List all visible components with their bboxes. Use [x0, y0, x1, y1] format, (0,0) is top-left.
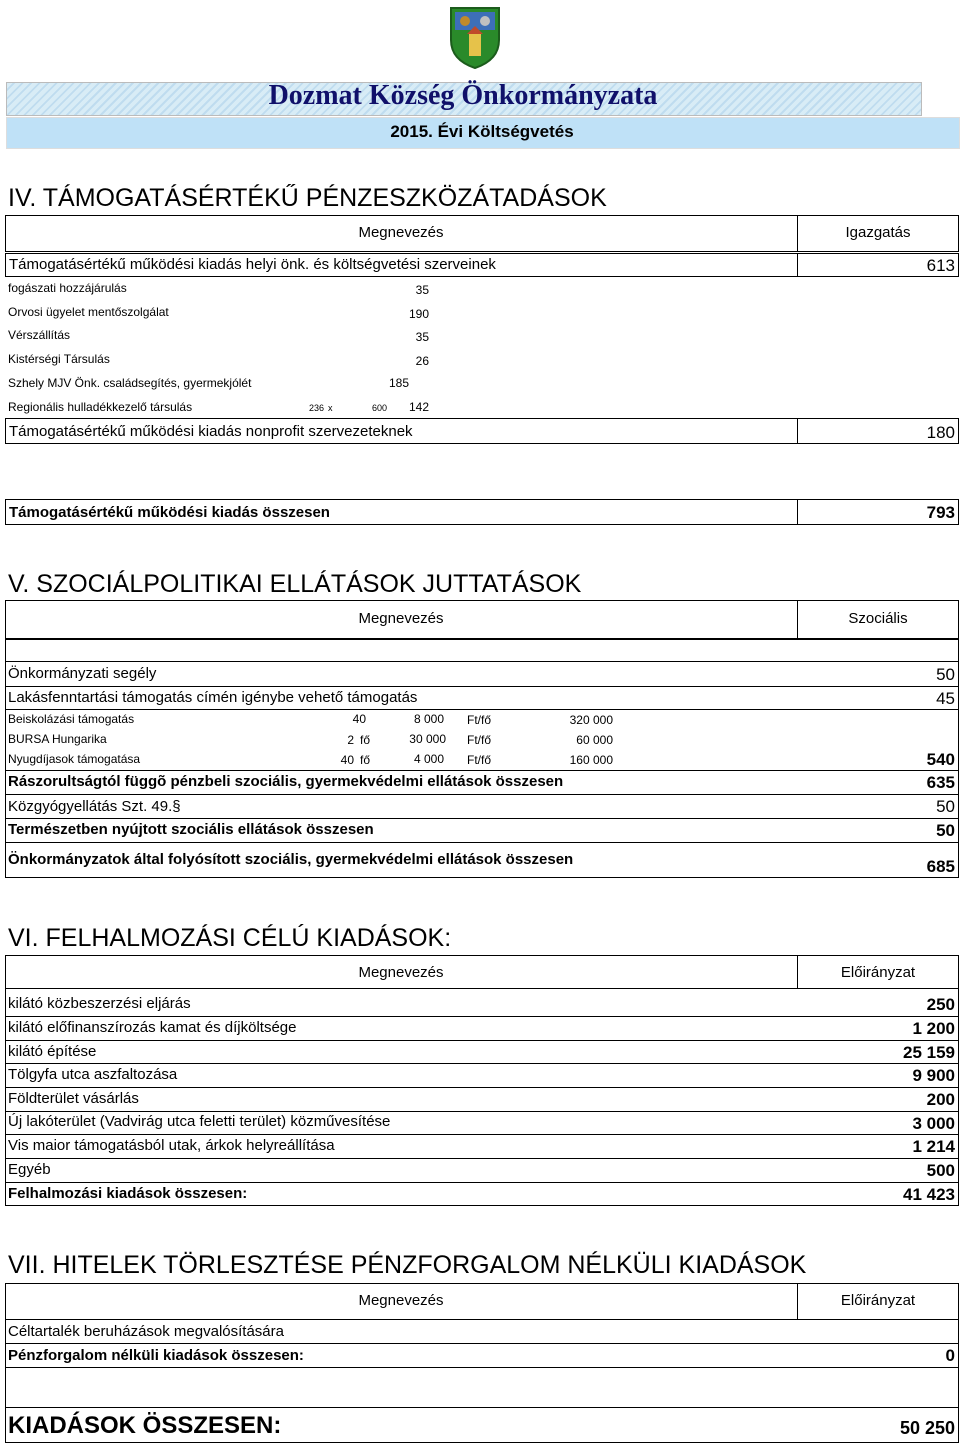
- total-value: 0: [945, 1346, 955, 1365]
- detail-per: Ft/fő: [467, 713, 492, 727]
- detail-amount: 320 000: [569, 713, 613, 727]
- list-item-value: 142: [408, 400, 429, 414]
- detail-rate: 4 000: [413, 752, 444, 766]
- col-header-name: Megnevezés: [358, 224, 444, 241]
- grand-total-value: 50 250: [899, 1418, 955, 1438]
- document-subtitle: 2015. Évi Költségvetés: [390, 122, 574, 141]
- list-item-label: Regionális hulladékkezelő társulás: [8, 400, 193, 414]
- row-value: 9 900: [912, 1066, 955, 1085]
- col-header-value: Szociális: [848, 610, 908, 627]
- section-v-title: V. SZOCIÁLPOLITIKAI ELLÁTÁSOK JUTTATÁSOK: [8, 570, 582, 598]
- row-label: Önkormányzati segély: [8, 665, 157, 682]
- list-item-value: 35: [415, 283, 429, 297]
- detail-per: Ft/fő: [467, 753, 492, 767]
- total-value: 685: [926, 857, 955, 876]
- row-value: 613: [926, 256, 955, 275]
- row-label: Közgyógyellátás Szt. 49.§: [8, 798, 181, 815]
- detail-label: Nyugdíjasok támogatása: [8, 752, 141, 766]
- calc-operand-b: 600: [372, 403, 388, 413]
- row-label: Támogatásértékű működési kiadás nonprofit szervezeteknek: [9, 423, 413, 440]
- detail-count: 40: [352, 712, 366, 726]
- detail-amount: 60 000: [576, 733, 613, 747]
- subtotal-label: Természetben nyújtott szociális ellátások összesen: [8, 821, 374, 838]
- list-item-label: Szhely MJV Önk. családsegítés, gyermekjólét: [8, 376, 252, 390]
- row-label: Egyéb: [8, 1161, 51, 1178]
- row-value: 1 214: [912, 1137, 955, 1156]
- grand-total-label: KIADÁSOK ÖSSZESEN:: [8, 1412, 282, 1439]
- section-iv-title: IV. TÁMOGATÁSÉRTÉKŰ PÉNZESZKÖZÁTADÁSOK: [8, 184, 607, 212]
- detail-value: 540: [926, 750, 955, 769]
- detail-per: Ft/fő: [467, 733, 492, 747]
- total-label: Pénzforgalom nélküli kiadások összesen:: [8, 1347, 304, 1364]
- row-label: Tölgyfa utca aszfaltozása: [8, 1066, 178, 1083]
- row-value: 50: [936, 665, 955, 684]
- row-label: Új lakóterület (Vadvirág utca feletti terület) közművesítése: [8, 1113, 391, 1130]
- total-label: Támogatásértékű működési kiadás összesen: [9, 504, 330, 521]
- row-value: 200: [926, 1090, 955, 1109]
- row-value: 500: [926, 1161, 955, 1180]
- subtotal-value: 635: [926, 773, 955, 792]
- detail-count: 40: [340, 753, 354, 767]
- detail-rate: 30 000: [409, 732, 446, 746]
- total-label: Önkormányzatok által folyósított szociális, gyermekvédelmi ellátások összesen: [8, 851, 574, 868]
- document-title: Dozmat Község Önkormányzata: [268, 80, 658, 111]
- list-item-value: 26: [415, 354, 429, 368]
- list-item-label: Orvosi ügyelet mentőszolgálat: [8, 305, 169, 319]
- detail-unit: fő: [360, 733, 371, 747]
- row-value: 180: [926, 423, 955, 442]
- row-label: Vis maior támogatásból utak, árkok helyreállítása: [8, 1137, 335, 1154]
- col-header-name: Megnevezés: [358, 1292, 444, 1309]
- subtotal-label: Rászorultságtól függõ pénzbeli szociális, gyermekvédelmi ellátások összesen: [8, 773, 564, 790]
- row-value: 45: [936, 689, 955, 708]
- detail-count: 2: [347, 733, 354, 747]
- detail-label: Beiskolázási támogatás: [8, 712, 135, 726]
- row-label: kilátó közbeszerzési eljárás: [8, 995, 191, 1012]
- list-item-label: fogászati hozzájárulás: [8, 281, 127, 295]
- row-value: 250: [926, 995, 955, 1014]
- row-value: 3 000: [912, 1114, 955, 1133]
- col-header-value: Előirányzat: [840, 964, 916, 981]
- col-header-name: Megnevezés: [358, 610, 444, 627]
- total-label: Felhalmozási kiadások összesen:: [8, 1185, 248, 1202]
- coat-of-arms: [447, 4, 503, 70]
- row-label: Földterület vásárlás: [8, 1090, 139, 1107]
- total-value: 793: [926, 503, 955, 522]
- col-header-value: Előirányzat: [840, 1292, 916, 1309]
- section-vi-title: VI. FELHALMOZÁSI CÉLÚ KIADÁSOK:: [8, 924, 452, 952]
- row-value: 25 159: [903, 1043, 955, 1062]
- calc-operator: x: [328, 403, 333, 413]
- calc-operand-a: 236: [309, 403, 325, 413]
- row-label: Támogatásértékű működési kiadás helyi önk. és költségvetési szerveinek: [9, 256, 496, 273]
- col-header-value: Igazgatás: [845, 224, 911, 241]
- row-label: kilátó építése: [8, 1043, 97, 1060]
- col-header-name: Megnevezés: [358, 964, 444, 981]
- list-item-label: Vérszállítás: [8, 328, 71, 342]
- detail-rate: 8 000: [413, 712, 444, 726]
- list-item-value: 190: [408, 307, 429, 321]
- list-item-value: 35: [415, 330, 429, 344]
- row-value: 1 200: [912, 1019, 955, 1038]
- list-item-value: 185: [388, 376, 409, 390]
- row-value: 50: [936, 797, 955, 816]
- detail-unit: fő: [360, 753, 371, 767]
- section-vii-title: VII. HITELEK TÖRLESZTÉSE PÉNZFORGALOM NÉLKÜLI KIADÁSOK: [8, 1251, 807, 1279]
- row-label: Céltartalék beruházások megvalósítására: [8, 1323, 284, 1340]
- list-item-label: Kistérségi Társulás: [8, 352, 110, 366]
- row-label: kilátó előfinanszírozás kamat és díjköltsége: [8, 1019, 297, 1036]
- detail-amount: 160 000: [569, 753, 613, 767]
- row-label: Lakásfenntartási támogatás címén igénybe vehető támogatás: [8, 689, 418, 706]
- total-value: 41 423: [903, 1185, 955, 1204]
- detail-label: BURSA Hungarika: [8, 732, 107, 746]
- subtotal-value: 50: [936, 821, 955, 840]
